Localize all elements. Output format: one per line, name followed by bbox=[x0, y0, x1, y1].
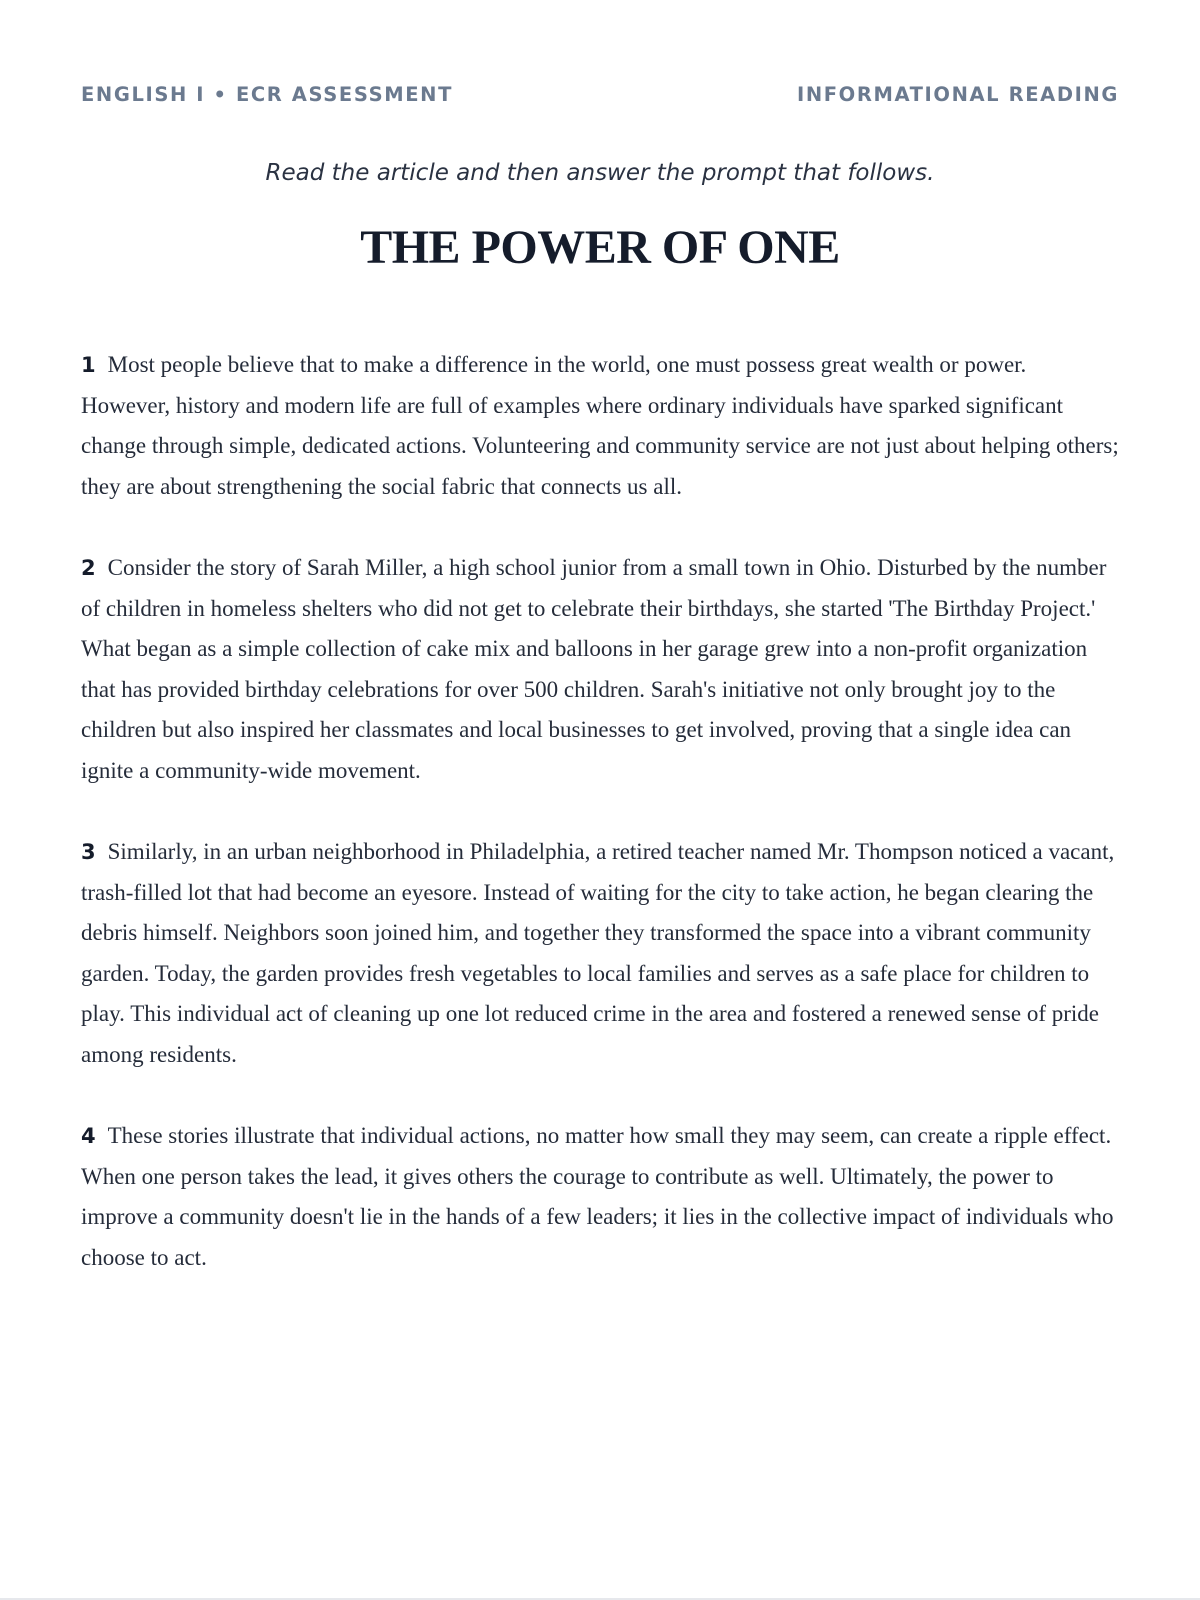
paragraph-text: These stories illustrate that individual actions, no matter how small they may seem, can create a ripple effect. When one person takes the lead, it gives others the courage to contribute as well. Ultimately, the power to improve a community doesn't lie in the hands of a few leaders; it lies in the collective impact of individuals who choose to act. bbox=[81, 1123, 1114, 1270]
paragraph bbox=[81, 1116, 1121, 1278]
instructions: Read the article and then answer the prompt that follows. bbox=[265, 160, 935, 186]
paragraph bbox=[81, 832, 1121, 1075]
article-title: THE POWER OF ONE bbox=[360, 221, 840, 274]
paragraph-number: 3 bbox=[81, 840, 96, 864]
paragraph-text: Consider the story of Sarah Miller, a high school junior from a small town in Ohio. Disturbed by the number of children in homeless shelters who did not get to celebrate their birthdays, she started 'The Birthday Project.' What began as a simple collection of cake mix and balloons in her garage grew into a non-profit organization that has provided birthday celebrations for over 500 children. Sarah's initiative not only brought joy to the children but also inspired her classmates and local businesses to get involved, proving that a single idea can ignite a community-wide movement. bbox=[81, 555, 1107, 783]
paragraph-number: 4 bbox=[81, 1124, 96, 1148]
paragraph bbox=[81, 345, 1121, 507]
paragraph-text: Most people believe that to make a difference in the world, one must possess great wealth or power. However, history and modern life are full of examples where ordinary individuals have sparked significant change through simple, dedicated actions. Volunteering and community service are not just about helping others; they are about strengthening the social fabric that connects us all. bbox=[81, 352, 1119, 499]
course-label: ENGLISH I • ECR ASSESSMENT bbox=[81, 82, 453, 106]
paragraph-number: 1 bbox=[81, 353, 96, 377]
article-body bbox=[81, 345, 1121, 1319]
section-label: INFORMATIONAL READING bbox=[796, 82, 1119, 106]
paragraph-number: 2 bbox=[81, 556, 96, 580]
paragraph-text: Similarly, in an urban neighborhood in Philadelphia, a retired teacher named Mr. Thompson noticed a vacant, trash-filled lot that had become an eyesore. Instead of waiting for the city to take action, he began clearing the debris himself. Neighbors soon joined him, and together they transformed the space into a vibrant community garden. Today, the garden provides fresh vegetables to local families and serves as a safe place for children to play. This individual act of cleaning up one lot reduced crime in the area and fostered a renewed sense of pride among residents. bbox=[81, 839, 1115, 1067]
paragraph bbox=[81, 548, 1121, 791]
page-header bbox=[81, 80, 1119, 108]
